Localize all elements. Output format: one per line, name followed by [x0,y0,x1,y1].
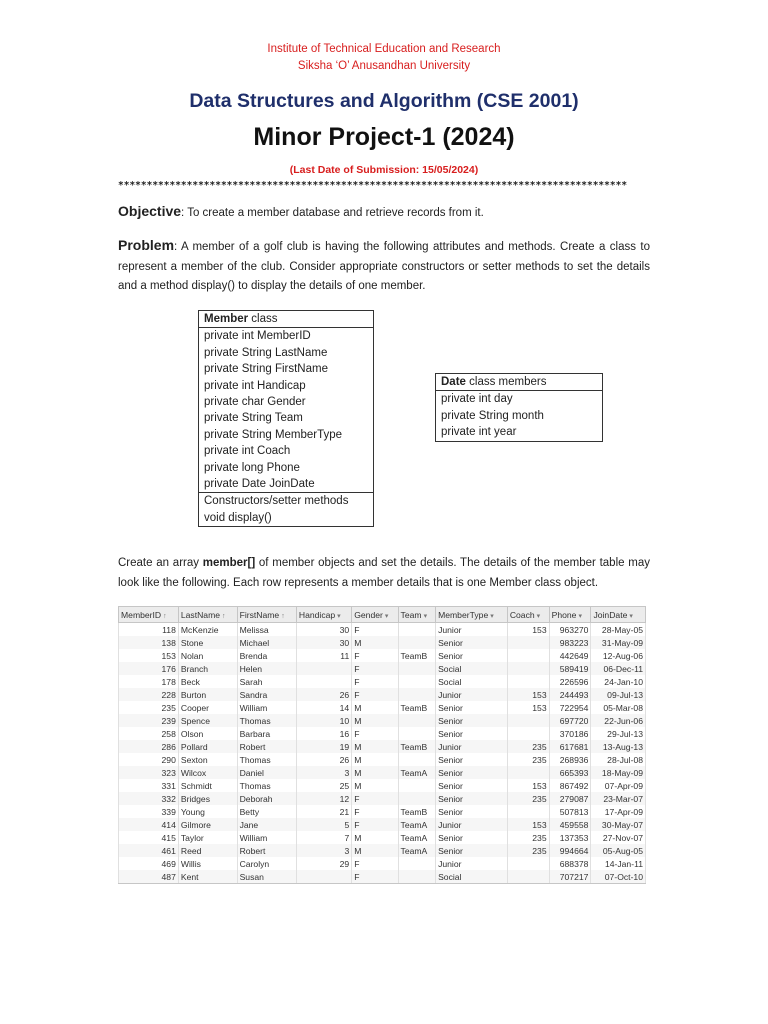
separator-line: ***************************************************************************************** [118,180,628,191]
table-row [119,805,646,818]
table-cell-team: TeamA [398,844,436,857]
member-field: private char Gender [204,395,306,408]
table-cell-membertype: Senior [436,766,508,779]
table-cell-firstname: Robert [237,844,296,857]
table-row [119,792,646,805]
table-cell-joindate: 07-Apr-09 [591,779,646,792]
table-cell-phone: 137353 [549,831,591,844]
table-cell-memberid: 153 [119,649,179,662]
date-class-fields [436,390,602,440]
submission-deadline: (Last Date of Submission: 15/05/2024) [289,164,479,176]
table-cell-phone: 867492 [549,779,591,792]
table-cell-team [398,688,436,701]
table-cell-joindate: 28-Jul-08 [591,753,646,766]
member-class-box [198,310,374,527]
table-cell-membertype: Junior [436,688,508,701]
table-cell-phone: 697720 [549,714,591,727]
table-row [119,727,646,740]
table-cell-firstname: Susan [237,870,296,884]
member-class-methods [199,492,373,526]
table-cell-coach [507,727,549,740]
table-cell-phone: 459558 [549,818,591,831]
table-cell-memberid: 461 [119,844,179,857]
table-cell-phone: 963270 [549,623,591,637]
table-cell-joindate: 24-Jan-10 [591,675,646,688]
table-cell-handicap: 14 [296,701,351,714]
table-cell-gender: F [352,792,398,805]
table-cell-memberid: 487 [119,870,179,884]
table-cell-handicap: 11 [296,649,351,662]
table-cell-team: TeamB [398,805,436,818]
table-cell-team: TeamA [398,818,436,831]
table-cell-joindate: 22-Jun-06 [591,714,646,727]
table-cell-membertype: Social [436,662,508,675]
table-cell-team [398,870,436,884]
table-cell-team [398,636,436,649]
column-header-coach[interactable]: Coach ▾ [507,607,549,623]
table-cell-gender: M [352,831,398,844]
member-method: Constructors/setter methods [204,495,349,508]
table-cell-lastname: Bridges [178,792,237,805]
table-cell-membertype: Senior [436,805,508,818]
table-cell-joindate: 05-Aug-05 [591,844,646,857]
table-cell-phone: 268936 [549,753,591,766]
sort-arrow-icon[interactable]: ↑ [222,612,226,620]
table-cell-lastname: Taylor [178,831,237,844]
column-header-phone[interactable]: Phone ▾ [549,607,591,623]
table-cell-phone: 983223 [549,636,591,649]
table-cell-coach: 153 [507,701,549,714]
table-cell-phone: 507813 [549,805,591,818]
table-cell-handicap: 12 [296,792,351,805]
table-cell-handicap: 26 [296,688,351,701]
table-cell-team: TeamA [398,766,436,779]
table-cell-membertype: Social [436,870,508,884]
table-cell-gender: F [352,818,398,831]
table-cell-membertype: Senior [436,792,508,805]
table-cell-coach: 153 [507,779,549,792]
table-cell-handicap: 29 [296,857,351,870]
table-cell-membertype: Senior [436,714,508,727]
table-cell-lastname: Reed [178,844,237,857]
table-row [119,766,646,779]
table-cell-handicap: 25 [296,779,351,792]
table-row [119,740,646,753]
table-cell-lastname: Willis [178,857,237,870]
table-cell-coach: 235 [507,740,549,753]
table-cell-gender: F [352,623,398,637]
table-cell-joindate: 14-Jan-11 [591,857,646,870]
table-row [119,844,646,857]
member-field: private int Coach [204,445,291,458]
table-cell-team [398,792,436,805]
table-row [119,870,646,884]
sort-arrow-icon[interactable]: ▾ [423,612,428,620]
table-cell-phone: 665393 [549,766,591,779]
table-cell-handicap [296,675,351,688]
table-cell-coach [507,857,549,870]
table-cell-joindate: 30-May-07 [591,818,646,831]
table-cell-memberid: 339 [119,805,179,818]
table-cell-membertype: Social [436,675,508,688]
table-cell-team [398,623,436,637]
table-cell-lastname: Nolan [178,649,237,662]
table-cell-lastname: Olson [178,727,237,740]
column-header-lastname[interactable]: LastName ↑ [178,607,237,623]
table-cell-coach: 153 [507,623,549,637]
table-cell-coach: 153 [507,688,549,701]
table-row [119,623,646,637]
table-cell-joindate: 28-May-05 [591,623,646,637]
member-field: private String LastName [204,346,328,359]
table-cell-lastname: Spence [178,714,237,727]
table-cell-coach [507,675,549,688]
table-header-row [119,607,646,623]
date-field: private int year [441,426,517,439]
table-cell-handicap: 30 [296,623,351,637]
subject-title: Data Structures and Algorithm (CSE 2001) [189,90,579,112]
table-cell-firstname: Thomas [237,753,296,766]
table-cell-handicap: 30 [296,636,351,649]
table-cell-lastname: Kent [178,870,237,884]
problem-paragraph [118,236,650,297]
table-row [119,662,646,675]
member-field: private long Phone [204,461,300,474]
table-cell-phone: 226596 [549,675,591,688]
table-cell-memberid: 332 [119,792,179,805]
table-cell-handicap: 3 [296,766,351,779]
table-cell-coach: 235 [507,753,549,766]
table-cell-team [398,857,436,870]
column-header-gender[interactable]: Gender ▾ [352,607,398,623]
table-row [119,779,646,792]
table-cell-coach [507,649,549,662]
table-row [119,857,646,870]
table-cell-joindate: 12-Aug-06 [591,649,646,662]
table-cell-memberid: 235 [119,701,179,714]
objective-paragraph [118,202,650,224]
table-row [119,675,646,688]
column-header-membertype[interactable]: MemberType ▾ [436,607,508,623]
table-cell-phone: 994664 [549,844,591,857]
table-cell-handicap: 10 [296,714,351,727]
table-cell-membertype: Senior [436,636,508,649]
table-cell-membertype: Senior [436,701,508,714]
table-cell-gender: M [352,701,398,714]
table-cell-memberid: 178 [119,675,179,688]
table-cell-gender: F [352,727,398,740]
problem-label: Problem [118,237,175,253]
table-cell-firstname: Melissa [237,623,296,637]
table-cell-firstname: Thomas [237,779,296,792]
table-cell-memberid: 176 [119,662,179,675]
table-cell-gender: F [352,805,398,818]
sort-arrow-icon[interactable]: ▾ [490,612,494,620]
table-cell-gender: F [352,675,398,688]
table-cell-firstname: Sarah [237,675,296,688]
table-cell-handicap: 19 [296,740,351,753]
member-class-title: Member class [204,313,278,325]
table-cell-gender: F [352,857,398,870]
member-field: private String Team [204,412,303,425]
table-cell-gender: M [352,753,398,766]
table-cell-handicap [296,870,351,884]
table-cell-memberid: 258 [119,727,179,740]
table-cell-team [398,727,436,740]
table-cell-phone: 617681 [549,740,591,753]
table-cell-phone: 279087 [549,792,591,805]
table-cell-coach [507,805,549,818]
table-cell-membertype: Junior [436,623,508,637]
table-cell-phone: 688378 [549,857,591,870]
objective-label: Objective [118,203,182,219]
table-cell-firstname: Betty [237,805,296,818]
table-cell-phone: 370186 [549,727,591,740]
table-cell-memberid: 286 [119,740,179,753]
date-field: private int day [441,393,513,406]
table-cell-joindate: 07-Oct-10 [591,870,646,884]
table-cell-membertype: Junior [436,857,508,870]
column-header-team[interactable]: Team ▾ [398,607,436,623]
table-cell-membertype: Senior [436,649,508,662]
table-cell-coach [507,636,549,649]
table-cell-gender: M [352,844,398,857]
table-cell-gender: M [352,636,398,649]
table-cell-firstname: Thomas [237,714,296,727]
table-cell-memberid: 239 [119,714,179,727]
table-cell-lastname: Gilmore [178,818,237,831]
member-field: private String MemberType [204,428,343,441]
table-cell-firstname: William [237,701,296,714]
table-cell-lastname: Wilcox [178,766,237,779]
table-cell-coach: 153 [507,818,549,831]
array-paragraph: Create an array member[] of member objects and set the details. The details of the member table may look like the following. Each row represents a member details that is one Member class object. [118,557,650,589]
column-header-joindate[interactable]: JoinDate ▾ [591,607,646,623]
table-row [119,701,646,714]
table-cell-team [398,714,436,727]
member-field: private int MemberID [204,330,311,343]
table-row [119,753,646,766]
member-field: private Date JoinDate [204,477,315,490]
table-cell-firstname: Michael [237,636,296,649]
table-cell-gender: F [352,688,398,701]
table-cell-gender: F [352,662,398,675]
table-cell-joindate: 18-May-09 [591,766,646,779]
table-cell-lastname: Pollard [178,740,237,753]
table-cell-lastname: Cooper [178,701,237,714]
table-row [119,818,646,831]
table-cell-membertype: Junior [436,818,508,831]
table-cell-membertype: Senior [436,779,508,792]
sort-arrow-icon[interactable]: ▾ [536,612,541,620]
table-cell-gender: F [352,870,398,884]
table-cell-joindate: 05-Mar-08 [591,701,646,714]
table-cell-lastname: Young [178,805,237,818]
table-cell-handicap [296,662,351,675]
table-cell-coach [507,662,549,675]
sort-arrow-icon[interactable]: ↑ [163,612,167,620]
table-cell-lastname: Sexton [178,753,237,766]
table-cell-firstname: Sandra [237,688,296,701]
table-cell-joindate: 31-May-09 [591,636,646,649]
sort-arrow-icon[interactable]: ▾ [629,612,633,620]
table-cell-firstname: Carolyn [237,857,296,870]
table-cell-joindate: 17-Apr-09 [591,805,646,818]
table-cell-team [398,675,436,688]
table-cell-phone: 589419 [549,662,591,675]
table-cell-memberid: 331 [119,779,179,792]
table-cell-memberid: 290 [119,753,179,766]
table-cell-phone: 442649 [549,649,591,662]
column-header-memberid[interactable]: MemberID ↑ [119,607,179,623]
table-cell-coach: 235 [507,844,549,857]
table-cell-phone: 722954 [549,701,591,714]
member-class-fields [199,327,373,492]
table-row [119,636,646,649]
table-cell-handicap: 7 [296,831,351,844]
table-cell-lastname: Burton [178,688,237,701]
table-cell-memberid: 415 [119,831,179,844]
sort-arrow-icon[interactable]: ▾ [578,612,582,620]
table-cell-lastname: Branch [178,662,237,675]
objective-text: : To create a member database and retrieve records from it. [181,207,484,219]
array-name: member[] [202,557,256,569]
table-cell-team [398,753,436,766]
table-cell-team [398,779,436,792]
table-cell-memberid: 118 [119,623,179,637]
table-cell-membertype: Senior [436,753,508,766]
table-cell-coach [507,766,549,779]
table-cell-membertype: Senior [436,844,508,857]
university-name: Siksha ‘O’ Anusandhan University [297,60,471,72]
member-field: private int Handicap [204,379,306,392]
table-cell-joindate: 09-Jul-13 [591,688,646,701]
sort-arrow-icon[interactable]: ↑ [281,612,285,620]
column-header-firstname[interactable]: FirstName ↑ [237,607,296,623]
table-cell-firstname: Helen [237,662,296,675]
table-cell-phone: 244493 [549,688,591,701]
institute-name: Institute of Technical Education and Research [267,43,501,55]
table-cell-joindate: 13-Aug-13 [591,740,646,753]
table-cell-firstname: Deborah [237,792,296,805]
table-cell-membertype: Senior [436,831,508,844]
table-cell-gender: M [352,779,398,792]
table-cell-lastname: Stone [178,636,237,649]
table-cell-gender: M [352,740,398,753]
member-field: private String FirstName [204,363,328,376]
table-cell-joindate: 29-Jul-13 [591,727,646,740]
table-cell-lastname: Beck [178,675,237,688]
table-cell-phone: 707217 [549,870,591,884]
table-cell-lastname: Schmidt [178,779,237,792]
table-cell-memberid: 138 [119,636,179,649]
table-cell-handicap: 16 [296,727,351,740]
column-header-handicap[interactable]: Handicap ▾ [296,607,351,623]
table-cell-team: TeamB [398,701,436,714]
project-title: Minor Project-1 (2024) [253,123,515,151]
table-row [119,688,646,701]
table-cell-handicap: 5 [296,818,351,831]
table-cell-handicap: 21 [296,805,351,818]
member-table [118,606,646,884]
table-cell-joindate: 27-Nov-07 [591,831,646,844]
sort-arrow-icon[interactable]: ▾ [337,612,341,620]
table-cell-joindate: 23-Mar-07 [591,792,646,805]
table-cell-memberid: 469 [119,857,179,870]
table-cell-lastname: McKenzie [178,623,237,637]
table-cell-memberid: 414 [119,818,179,831]
table-row [119,649,646,662]
table-cell-coach: 235 [507,792,549,805]
table-row [119,831,646,844]
table-cell-memberid: 323 [119,766,179,779]
table-cell-firstname: Jane [237,818,296,831]
table-row [119,714,646,727]
table-cell-gender: F [352,649,398,662]
table-cell-handicap: 3 [296,844,351,857]
table-cell-coach [507,870,549,884]
table-cell-coach: 235 [507,831,549,844]
table-cell-firstname: Barbara [237,727,296,740]
table-cell-gender: M [352,714,398,727]
table-cell-gender: M [352,766,398,779]
table-cell-memberid: 228 [119,688,179,701]
table-cell-membertype: Senior [436,727,508,740]
table-cell-team: TeamA [398,831,436,844]
date-class-title: Date class members [441,376,547,388]
sort-arrow-icon[interactable]: ▾ [384,612,389,620]
table-cell-firstname: Brenda [237,649,296,662]
problem-text: : A member of a golf club is having the following attributes and methods. Create a class to represent a member of the club. Consider appropriate constructors or setter methods to set the details and a method display() to display the details of one member. [118,241,650,292]
table-cell-joindate: 06-Dec-11 [591,662,646,675]
table-cell-team: TeamB [398,740,436,753]
date-field: private String month [441,409,544,422]
table-cell-team: TeamB [398,649,436,662]
member-method: void display() [204,511,272,524]
table-cell-team [398,662,436,675]
table-cell-handicap: 26 [296,753,351,766]
table-body [119,623,646,884]
date-class-box [435,373,603,442]
table-cell-firstname: Daniel [237,766,296,779]
table-cell-coach [507,714,549,727]
table-cell-membertype: Junior [436,740,508,753]
table-cell-firstname: William [237,831,296,844]
table-cell-firstname: Robert [237,740,296,753]
